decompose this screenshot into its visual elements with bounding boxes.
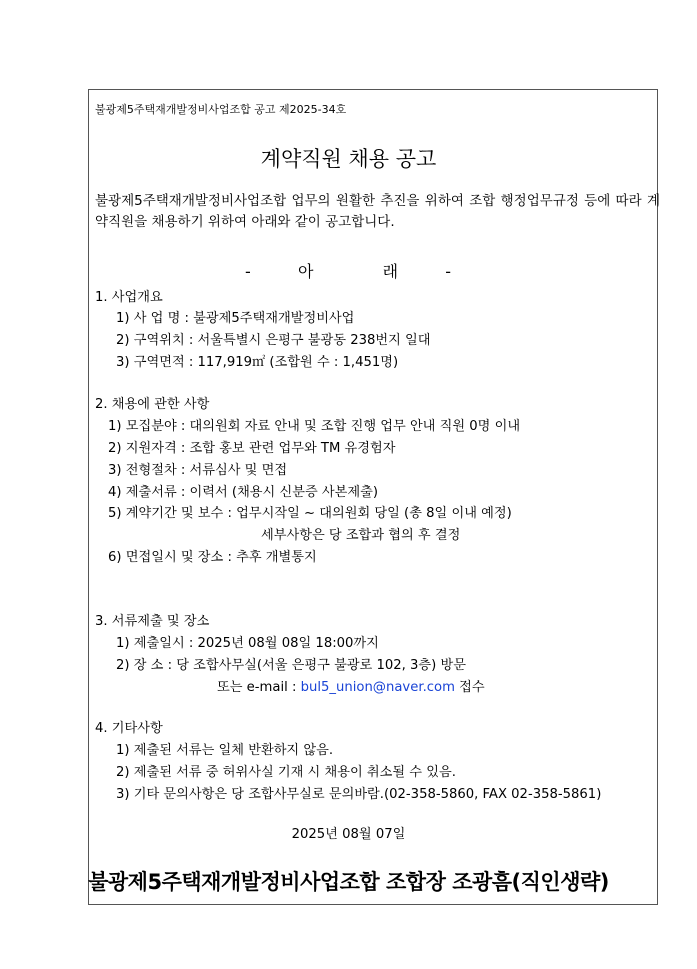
section2-item: 5) 계약기간 및 보수 : 업무시작일 ~ 대의원회 당일 (총 8일 이내 예정) bbox=[108, 506, 512, 521]
section2-heading: 2. 채용에 관한 사항 bbox=[95, 397, 210, 412]
section2-item: 1) 모집분야 : 대의원회 자료 안내 및 조합 진행 업무 안내 직원 0명 이내 bbox=[108, 419, 521, 434]
section2-item-detail: 세부사항은 당 조합과 협의 후 결정 bbox=[261, 528, 461, 543]
section2-item: 6) 면접일시 및 장소 : 추후 개별통지 bbox=[108, 550, 317, 565]
dash: - bbox=[445, 262, 453, 281]
section2-item: 2) 지원자격 : 조합 홍보 관련 업무와 TM 유경험자 bbox=[108, 441, 396, 456]
section4-heading: 4. 기타사항 bbox=[95, 721, 163, 736]
notice-date: 2025년 08월 07일 bbox=[291, 827, 406, 842]
section3-heading: 3. 서류제출 및 장소 bbox=[95, 614, 210, 629]
section4-item: 1) 제출된 서류는 일체 반환하지 않음. bbox=[116, 743, 334, 758]
signature: 불광제5주택재개발정비사업조합 조합장 조광흠(직인생략) bbox=[88, 870, 609, 894]
intro-paragraph: 불광제5주택재개발정비사업조합 업무의 원활한 추진을 위하여 조합 행정업무규정 등에 따라 계약직원을 채용하기 위하여 아래와 같이 공고합니다. bbox=[95, 193, 660, 230]
dash: - bbox=[244, 262, 252, 281]
arae-char-a: 아 bbox=[297, 262, 315, 281]
section3-item: 2) 장 소 : 당 조합사무실(서울 은평구 불광로 102, 3층) 방문 bbox=[116, 658, 466, 673]
section4-item: 2) 제출된 서류 중 허위사실 기재 시 채용이 취소될 수 있음. bbox=[116, 765, 456, 780]
section1-heading: 1. 사업개요 bbox=[95, 290, 163, 305]
arae-heading bbox=[0, 259, 697, 282]
section3-email-line bbox=[217, 676, 485, 695]
section4-item: 3) 기타 문의사항은 당 조합사무실로 문의바람.(02-358-5860, FAX 02-358-5861) bbox=[116, 787, 602, 802]
section2-item: 4) 제출서류 : 이력서 (채용시 신분증 사본제출) bbox=[108, 485, 378, 500]
email-suffix: 접수 bbox=[454, 680, 485, 695]
email-prefix: 또는 e-mail : bbox=[217, 680, 301, 695]
section1-item: 3) 구역면적 : 117,919㎡ (조합원 수 : 1,451명) bbox=[116, 355, 399, 370]
section2-item: 3) 전형절차 : 서류심사 및 면접 bbox=[108, 463, 288, 478]
arae-char-rae: 래 bbox=[382, 262, 400, 281]
section3-item: 1) 제출일시 : 2025년 08월 08일 18:00까지 bbox=[116, 636, 379, 651]
page-title: 계약직원 채용 공고 bbox=[260, 147, 437, 171]
section1-item: 2) 구역위치 : 서울특별시 은평구 불광동 238번지 일대 bbox=[116, 333, 431, 348]
section1-item: 1) 사 업 명 : 불광제5주택재개발정비사업 bbox=[116, 311, 355, 326]
doc-number: 불광제5주택재개발정비사업조합 공고 제2025-34호 bbox=[95, 103, 347, 116]
email-link[interactable]: bul5_union@naver.com bbox=[300, 680, 455, 695]
